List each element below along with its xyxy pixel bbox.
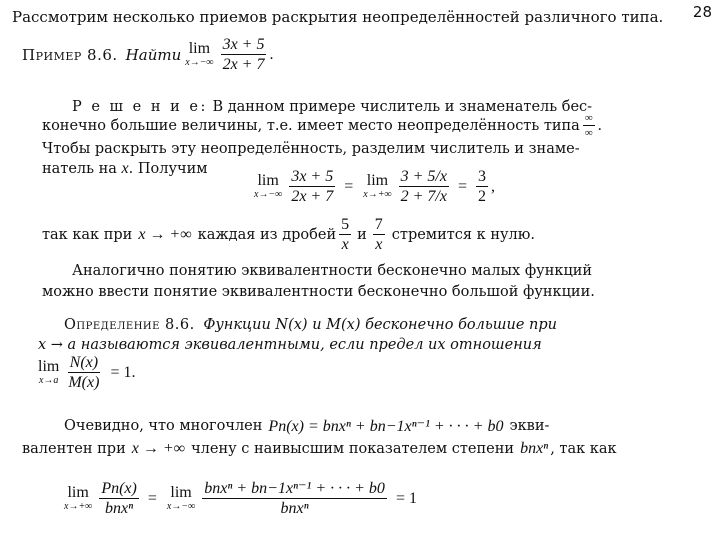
definition-den: M(x) (68, 374, 100, 391)
solution-line-3: Чтобы раскрыть эту неопределённость, разделим числитель и знаме- (42, 141, 580, 157)
example-fraction (221, 36, 267, 73)
since-text-b: каждая из дробей (197, 226, 337, 243)
eq2-f1-den: bnxⁿ (105, 500, 134, 517)
eq1-equals-2: = (457, 177, 467, 195)
definition-num: N(x) (69, 354, 99, 371)
since-fr1-num: 5 (341, 216, 350, 233)
example-statement (22, 36, 273, 73)
solution-text-4b: . Получим (128, 161, 208, 177)
eq1-limit-1-sub: x→−∞ (254, 189, 283, 200)
definition-limit: lim x→a (38, 358, 60, 386)
obvious-expr: x → +∞ (131, 440, 186, 457)
eq1-end: , (490, 177, 495, 195)
eq1-f1-num: 3x + 5 (291, 168, 334, 185)
eq1-f1-den: 2x + 7 (291, 188, 334, 205)
since-fraction-1 (339, 216, 351, 253)
since-expr: x → +∞ (138, 225, 192, 243)
solution-text-2: конечно большие величины, т.е. имеет место неопределённость типа (42, 117, 580, 134)
definition-line-2: x → a называются эквивалентными, если предел их отношения (38, 337, 542, 353)
eq1-equals-1: = (344, 177, 354, 195)
eq2-f2-num: bnxⁿ + bn−1xⁿ⁻¹ + · · · + b0 (204, 480, 385, 497)
solution-var: x (121, 160, 129, 177)
page-number: 28 (692, 3, 712, 21)
solution-text-2-end: . (597, 116, 602, 134)
obvious-term: bnxⁿ (520, 440, 549, 457)
analog-line-2: можно ввести понятие эквивалентности бесконечно большой функции. (42, 284, 595, 300)
obvious-text-d: члену с наивысшим показателем степени (191, 441, 515, 457)
eq2-fraction-2 (202, 480, 387, 517)
obvious-line-1 (64, 416, 549, 436)
eq2-equals-1: = (147, 489, 157, 507)
since-text-c: стремится к нулю. (391, 226, 535, 243)
example-task: Найти (125, 45, 182, 64)
since-fraction-2 (373, 216, 385, 253)
since-fr2-num: 7 (374, 216, 383, 233)
definition-text-1: Функции N(x) и M(x) бесконечно большие при (203, 317, 558, 333)
solution-line-4 (42, 160, 208, 178)
obvious-text-a: Очевидно, что многочлен (64, 418, 263, 434)
eq2-f2-den: bnxⁿ (280, 500, 309, 517)
example-end: . (269, 45, 274, 63)
eq1-f2-num: 3 + 5/x (400, 168, 447, 185)
definition-fraction (66, 354, 101, 391)
since-text-a: так как при (42, 226, 133, 243)
definition-formula (34, 354, 141, 391)
eq2-limit-2: lim x→−∞ (166, 484, 196, 512)
eq1-fraction-2 (399, 168, 449, 205)
indeterminacy-fraction (583, 112, 595, 139)
example-denominator: 2x + 7 (222, 56, 265, 73)
eq2-limit-1: lim x→+∞ (64, 484, 93, 512)
example-limit: lim x→−∞ (185, 40, 214, 68)
solution-line-2 (42, 112, 602, 139)
eq1-f3-num: 3 (477, 168, 486, 185)
example-label: Пример 8.6. (22, 45, 118, 64)
eq1-fraction-1 (289, 168, 335, 205)
since-fr2-den: x (375, 236, 383, 253)
definition-line-1 (64, 316, 557, 334)
obvious-polynomial: Pn(x) = bnxⁿ + bn−1xⁿ⁻¹ + · · · + b0 (268, 418, 504, 435)
since-line (42, 216, 535, 253)
definition-equals: = 1. (110, 363, 136, 381)
eq2-limit-2-sub: x→−∞ (166, 501, 196, 512)
eq1-fraction-3 (476, 168, 488, 205)
eq2-equals-2: = 1 (395, 489, 417, 507)
equation-1 (250, 168, 495, 205)
solution-text-1: В данном примере числитель и знаменатель бес- (212, 99, 593, 115)
eq1-limit-2-sub: x→+∞ (363, 189, 392, 200)
definition-limit-sub: x→a (38, 375, 59, 386)
obvious-line-2 (22, 440, 617, 458)
eq2-limit-1-sub: x→+∞ (64, 501, 93, 512)
obvious-text-e: , так как (550, 441, 617, 457)
eq1-limit-2: lim x→+∞ (363, 172, 392, 200)
intro-line: Рассмотрим несколько приемов раскрытия неопределённостей различного типа. (12, 8, 664, 26)
eq2-fraction-1 (99, 480, 139, 517)
definition-label: Определение 8.6. (64, 317, 195, 333)
eq1-f3-den: 2 (477, 188, 486, 205)
example-numerator: 3x + 5 (222, 36, 265, 53)
example-limit-sub: x→−∞ (185, 57, 214, 68)
indeterminacy-den: ∞ (584, 127, 593, 139)
equation-2 (60, 480, 423, 517)
solution-lead: Р е ш е н и е: (72, 99, 208, 115)
indeterminacy-num: ∞ (584, 112, 593, 124)
eq1-limit-1: lim x→−∞ (254, 172, 283, 200)
eq1-f2-den: 2 + 7/x (400, 188, 447, 205)
eq2-f1-num: Pn(x) (101, 480, 137, 497)
obvious-text-b: экви- (509, 418, 550, 434)
since-fr1-den: x (341, 236, 349, 253)
solution-text-4a: натель на (42, 161, 117, 177)
analog-line-1: Аналогично понятию эквивалентности бесконечно малых функций (72, 263, 593, 279)
since-and: и (357, 226, 367, 243)
obvious-text-c: валентен при (22, 441, 126, 457)
